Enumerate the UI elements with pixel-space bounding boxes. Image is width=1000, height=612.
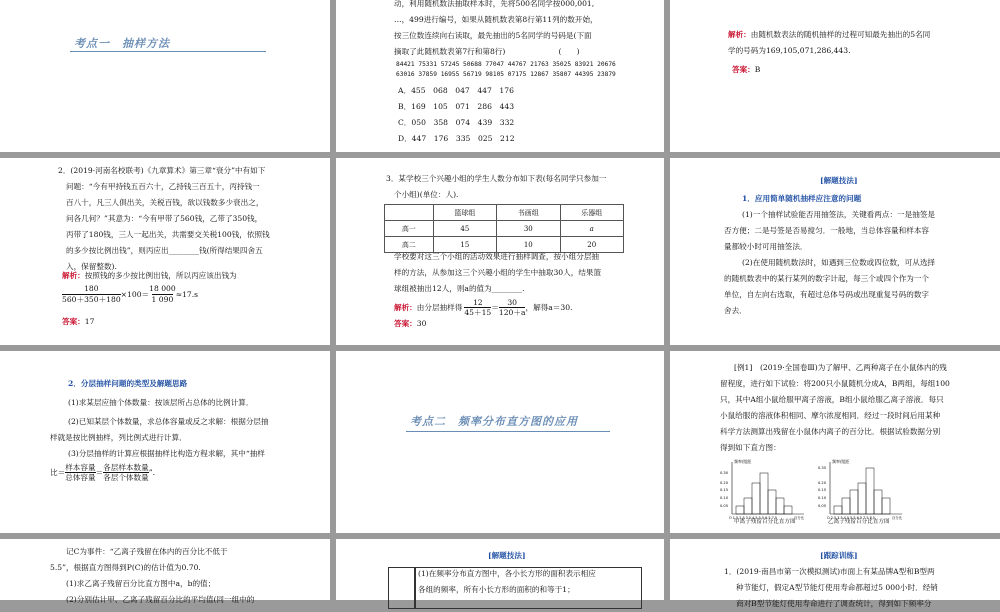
histogram-bar	[784, 506, 792, 514]
fraction-denominator: 120＋a	[498, 308, 526, 317]
tip-text: (1)在频率分布直方图中，各小长方形的面积表示相应	[418, 569, 596, 578]
histogram-bar	[842, 498, 850, 514]
example-text: 留程度，进行如下试验：将200只小鼠随机分成A，B两组，每组100	[720, 379, 950, 388]
answer-label: 答案：	[732, 65, 755, 74]
problem-text: (1)求乙离子残留百分比直方图中a，b的值；	[66, 579, 216, 588]
body-text: 样就是按比例抽样，列比例式进行计算．	[50, 433, 187, 442]
table-cell: a	[560, 221, 623, 237]
problem-text: 1．(2019·南昌市第一次模拟测试)市面上有某品牌A型和B型两	[724, 567, 935, 576]
slide-7[interactable]	[0, 351, 330, 533]
histogram-ytick: 0.30	[720, 471, 729, 475]
option-a: A．455 068 047 447 176	[398, 86, 514, 95]
problem-text: 商对B型节能灯使用寿命进行了调查统计，得到如下频率分	[736, 599, 932, 608]
histogram-ytick: 0.10	[720, 496, 729, 500]
problem-text: 问各几何？”其意为：“今有甲带了560钱，乙带了350钱，	[66, 214, 263, 223]
slide-3[interactable]	[670, 0, 1000, 152]
problem-text: 的多少按比例出钱”，则丙应出________钱(所得结果四舍五	[66, 246, 263, 255]
body-text: (2)已知某层个体数量，求总体容量或反之求解：根据分层抽	[68, 417, 269, 426]
section-subtitle: 2．分层抽样问题的类型及解题思路	[68, 379, 188, 388]
problem-text: 丙带了180钱，三人一起出关，共需要交关税100钱，依照钱	[66, 230, 270, 239]
histogram-xlabel: 百分比	[892, 516, 903, 520]
section-heading: [解题技法]	[820, 176, 858, 185]
histogram-ytick: 0.15	[818, 488, 827, 492]
table-cell: 篮球组	[433, 205, 496, 221]
answer-label: 答案：	[62, 317, 85, 326]
data-table	[384, 204, 624, 253]
table-cell: 10	[497, 237, 560, 253]
analysis-text: ，解得a＝30.	[525, 303, 573, 312]
body-text: (2)在使用随机数法时，如遇到三位数或四位数，可从选择	[742, 258, 936, 267]
table-cell: 高一	[385, 221, 434, 237]
slide-6[interactable]	[670, 158, 1000, 345]
histogram-xticks: O 1.5 2.5 3.5 4.5 5.5 6.5 7.5	[729, 516, 777, 520]
fraction-numerator: 各层样本数量	[103, 463, 149, 472]
fraction-denominator: 45＋15	[464, 308, 492, 317]
slide-10[interactable]	[0, 539, 330, 604]
histogram-bar	[858, 483, 866, 514]
body-text: (1)求某层应抽个体数量：按该层所占总体的比例计算．	[68, 398, 254, 407]
table-cell: 乐器组	[560, 205, 623, 221]
fraction-numerator: 12	[472, 298, 483, 307]
example-text: 科学方法测算出残留在小鼠体内离子的百分比．根据试验数据分别	[720, 427, 941, 436]
histogram-b	[818, 457, 908, 519]
problem-text: (2)分别估计甲、乙离子残留百分比的平均值(同一组中的	[66, 595, 255, 604]
slide-8[interactable]	[336, 351, 664, 533]
histogram-ytick: 0.10	[818, 496, 827, 500]
answer-label: 答案：	[394, 319, 417, 328]
histogram-bar	[882, 498, 890, 514]
table-cell	[385, 205, 434, 221]
table-cell: 书画组	[497, 205, 560, 221]
histogram-ylabel: 频率/组距	[832, 459, 850, 464]
analysis-label: 解析：	[394, 303, 417, 312]
body-text: (3)分层抽样的计算应根据抽样比构造方程求解，其中“抽样	[68, 449, 265, 458]
histogram-ylabel: 频率/组距	[734, 459, 752, 464]
problem-text: 动，利用随机数法抽取样本时，先将500名同学按000,001,	[394, 0, 595, 8]
histogram-bar	[850, 490, 858, 514]
problem-text: 球组被抽出12人，则a的值为________.	[394, 284, 525, 293]
table-cell: 高二	[385, 237, 434, 253]
problem-text: 个小组)(单位：人).	[394, 190, 459, 199]
slide-1[interactable]	[0, 0, 330, 152]
histogram-bar	[768, 490, 776, 514]
body-text: 单位，自左向右选取，有超过总体号码或出现重复号码的数字	[724, 290, 930, 299]
body-text: 舍去．	[724, 306, 747, 315]
analysis-label: 解析：	[728, 30, 751, 39]
problem-text: 记C为事件：“乙离子残留在体内的百分比不低于	[66, 547, 228, 556]
table-row	[385, 221, 624, 237]
histogram-ytick: 0.35	[818, 466, 827, 470]
answer-value: 30	[416, 319, 427, 328]
table-cell: 15	[433, 237, 496, 253]
option-c: C．050 358 074 439 332	[398, 118, 515, 127]
histogram-bar	[736, 506, 744, 514]
analysis-text: 学的号码为169,105,071,286,443.	[728, 46, 851, 55]
problem-text: 学校要对这三个小组的活动效果进行抽样调查，按小组分层抽	[394, 252, 600, 261]
histogram-xticks: O 2.5 3.5 4.5 5.5 6.5 7.5 8.5	[827, 516, 875, 520]
problem-text: 种节能灯，假定A型节能灯使用寿命都超过5 000小时．经销	[736, 583, 938, 592]
body-text: (1)一个抽样试验能否用抽签法，关键看两点：一是抽签是	[742, 210, 936, 219]
section-title: 考点一 抽样方法	[74, 37, 170, 50]
fraction-numerator: 30	[507, 298, 517, 307]
answer-value: B	[754, 65, 761, 74]
body-text: 量都较小时可用抽签法．	[724, 242, 808, 251]
random-table-row-8: 63016 37859 16955 56719 98105 07175 12867 35807 44395 23879	[396, 71, 616, 78]
section-heading: [跟踪训练]	[820, 551, 858, 560]
section-underline	[70, 51, 266, 52]
table-cell: 30	[497, 221, 560, 237]
slide-11[interactable]	[336, 539, 664, 600]
analysis-text: 按照钱的多少按比例出钱，所以丙应该出钱为	[84, 271, 237, 280]
slide-4[interactable]	[0, 158, 330, 345]
body-text: 的随机数表中的某行某列的数字计起，每三个或四个作为一个	[724, 274, 930, 283]
histogram-bar	[866, 468, 874, 514]
problem-text: …，499进行编号，如果从随机数表第8行第11列的数开始，	[394, 15, 598, 24]
histogram-a	[720, 457, 810, 519]
ratio-text: 比＝	[50, 468, 66, 477]
histogram-bar	[874, 490, 882, 514]
histogram-bar	[752, 483, 760, 514]
example-text: [例1] (2019·全国卷Ⅲ)为了解甲、乙两种离子在小鼠体内的残	[734, 363, 947, 372]
analysis-text: 由随机数表法的随机抽样的过程可知最先抽出的5名同	[750, 30, 931, 39]
histogram-caption: 甲离子残留百分比直方图	[734, 519, 796, 525]
section-heading: [解题技法]	[488, 551, 526, 560]
fraction-denominator: 各层个体数量	[103, 473, 149, 482]
fraction-denominator: 1 090	[151, 295, 174, 304]
problem-text: 百八十，凡三人俱出关，关税百钱，欲以钱数多少衰出之，	[66, 198, 264, 207]
problem-text: 3．某学校三个兴趣小组的学生人数分布如下表(每名同学只参加一	[386, 174, 607, 183]
problem-text: 按三位数连续向右读取，最先抽出的5名同学的号码是(下面	[394, 31, 592, 40]
problem-text: 2．(2019·河南名校联考)《九章算术》第三章“衰分”中有如下	[58, 166, 266, 175]
table-header-row	[385, 205, 624, 221]
example-text: 只，其中A组小鼠给服甲离子溶液，B组小鼠给服乙离子溶液．每只	[720, 395, 944, 404]
problem-text: 入，保留整数).	[66, 262, 117, 271]
histogram-bar	[744, 498, 752, 514]
histogram-bar	[834, 506, 842, 514]
tip-table-left-cell	[388, 567, 416, 609]
example-text: 得到如下直方图：	[720, 443, 781, 452]
random-table-row-7: 84421 75331 57245 50688 77047 44767 21763 35025 83921 20676	[396, 61, 616, 68]
histogram-ytick: 0.05	[720, 504, 729, 508]
answer-value: 17	[84, 317, 95, 326]
section-underline	[406, 431, 610, 432]
ratio-text: ”.	[148, 468, 156, 477]
slide-2[interactable]	[336, 0, 664, 152]
tip-text: 各组的频率，所有小长方形的面积的和等于1；	[418, 585, 575, 594]
problem-text: 样的方法，从参加这三个兴趣小组的学生中抽取30人，结果篮	[394, 268, 602, 277]
histogram-bar	[760, 473, 768, 514]
fraction-numerator: 180	[84, 284, 99, 293]
slide-12[interactable]	[670, 539, 1000, 608]
problem-text: 5.5”，根据直方图得到P(C)的估计值为0.70.	[50, 563, 201, 572]
fraction-numerator: 样本容量	[65, 463, 96, 472]
histogram-caption: 乙离子残留百分比直方图	[828, 519, 890, 525]
analysis-text: 由分层抽样得	[416, 303, 463, 312]
approx-text: ≈17.s	[175, 289, 199, 299]
option-d: D．447 176 335 025 212	[398, 134, 515, 143]
example-text: 小鼠给服的溶液体积相同、摩尔浓度相同．经过一段时间后用某种	[720, 411, 941, 420]
analysis-label: 解析：	[62, 271, 85, 280]
slide-5[interactable]	[336, 158, 664, 345]
table-cell: 20	[560, 237, 623, 253]
histogram-ytick: 0.20	[818, 481, 827, 485]
histogram-ytick: 0.05	[818, 504, 827, 508]
equals-text: ＝	[95, 468, 104, 477]
problem-text: 摘取了此随机数表第7行和第8行) ( )	[394, 47, 580, 56]
equals-text: ＝	[491, 303, 499, 312]
section-title: 考点二 频率分布直方图的应用	[410, 415, 578, 428]
fraction-denominator: 560＋350＋180	[62, 295, 121, 304]
histogram-ytick: 0.20	[720, 481, 729, 485]
multiply-text: ×100＝	[120, 289, 150, 299]
histogram-ytick: 0.15	[720, 488, 729, 492]
option-b: B．169 105 071 286 443	[398, 102, 515, 111]
body-text: 否方便；二是号签是否易搅匀．一般地，当总体容量和样本容	[724, 226, 930, 235]
histogram-bar	[776, 498, 784, 514]
fraction-numerator: 18 000	[149, 284, 176, 293]
problem-text: 问题：“今有甲持钱五百六十，乙持钱三百五十，丙持钱一	[66, 182, 260, 191]
histogram-xlabel: 百分比	[794, 516, 805, 520]
table-cell: 45	[433, 221, 496, 237]
fraction-denominator: 总体容量	[65, 473, 96, 482]
section-subtitle: 1．应用简单随机抽样应注意的问题	[742, 194, 862, 203]
slide-9[interactable]	[670, 351, 1000, 533]
